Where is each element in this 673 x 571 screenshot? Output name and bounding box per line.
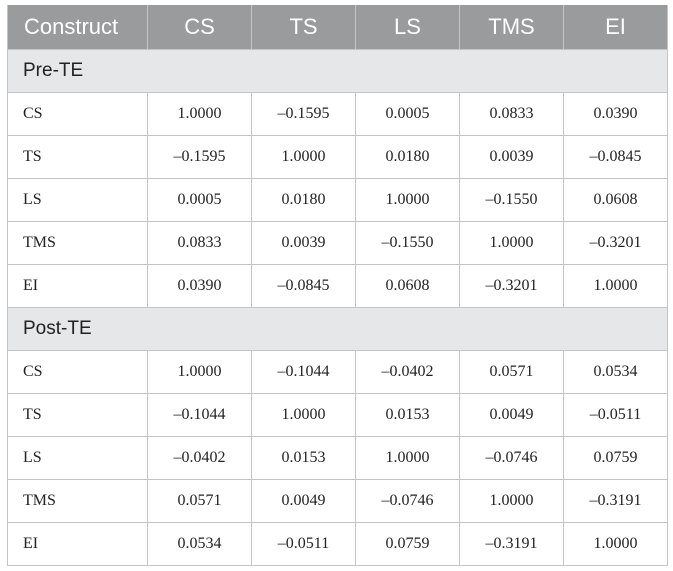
- cell-tms: 0.0571: [460, 351, 564, 394]
- table-row: [8, 265, 668, 308]
- cell-tms: 0.0039: [460, 136, 564, 179]
- header-ts: TS: [252, 5, 356, 50]
- table-row: [8, 351, 668, 394]
- cell-ts: 1.0000: [252, 394, 356, 437]
- table-row: [8, 523, 668, 566]
- section-title: Pre-TE: [8, 50, 668, 93]
- table-row: [8, 394, 668, 437]
- cell-tms: 0.0049: [460, 394, 564, 437]
- cell-ei: 1.0000: [564, 523, 668, 566]
- cell-tms: 1.0000: [460, 222, 564, 265]
- cell-cs: 0.0390: [148, 265, 252, 308]
- cell-tms: –0.3201: [460, 265, 564, 308]
- table-row: [8, 93, 668, 136]
- cell-ts: –0.1044: [252, 351, 356, 394]
- header-row: [8, 5, 668, 50]
- cell-ei: 0.0390: [564, 93, 668, 136]
- cell-ls: 1.0000: [356, 437, 460, 480]
- header-tms: TMS: [460, 5, 564, 50]
- cell-cs: –0.1044: [148, 394, 252, 437]
- cell-ts: 0.0180: [252, 179, 356, 222]
- cell-ei: 0.0759: [564, 437, 668, 480]
- row-label: LS: [8, 437, 148, 480]
- table-row: [8, 222, 668, 265]
- cell-ls: 0.0608: [356, 265, 460, 308]
- cell-cs: 0.0833: [148, 222, 252, 265]
- header-cs: CS: [148, 5, 252, 50]
- cell-ls: 0.0759: [356, 523, 460, 566]
- correlation-table: [7, 5, 668, 566]
- cell-cs: 0.0005: [148, 179, 252, 222]
- cell-ts: 0.0039: [252, 222, 356, 265]
- cell-ls: –0.0746: [356, 480, 460, 523]
- row-label: TS: [8, 136, 148, 179]
- cell-ts: 1.0000: [252, 136, 356, 179]
- cell-ts: –0.0845: [252, 265, 356, 308]
- cell-ei: –0.3201: [564, 222, 668, 265]
- cell-ts: 0.0153: [252, 437, 356, 480]
- table-row: [8, 136, 668, 179]
- cell-ei: –0.0845: [564, 136, 668, 179]
- row-label: TS: [8, 394, 148, 437]
- cell-cs: –0.0402: [148, 437, 252, 480]
- cell-ei: 0.0534: [564, 351, 668, 394]
- row-label: TMS: [8, 480, 148, 523]
- cell-tms: –0.1550: [460, 179, 564, 222]
- header-construct: Construct: [8, 5, 148, 50]
- header-ei: EI: [564, 5, 668, 50]
- table-body: [8, 50, 668, 566]
- cell-ts: –0.1595: [252, 93, 356, 136]
- cell-ei: –0.0511: [564, 394, 668, 437]
- row-label: CS: [8, 93, 148, 136]
- cell-tms: 0.0833: [460, 93, 564, 136]
- cell-ts: –0.0511: [252, 523, 356, 566]
- cell-cs: –0.1595: [148, 136, 252, 179]
- header-ls: LS: [356, 5, 460, 50]
- row-label: CS: [8, 351, 148, 394]
- table-row: [8, 179, 668, 222]
- cell-ts: 0.0049: [252, 480, 356, 523]
- cell-cs: 0.0571: [148, 480, 252, 523]
- cell-cs: 0.0534: [148, 523, 252, 566]
- cell-ls: –0.1550: [356, 222, 460, 265]
- cell-cs: 1.0000: [148, 351, 252, 394]
- section-title: Post-TE: [8, 308, 668, 351]
- section-row: [8, 308, 668, 351]
- cell-tms: –0.0746: [460, 437, 564, 480]
- cell-cs: 1.0000: [148, 93, 252, 136]
- cell-ei: –0.3191: [564, 480, 668, 523]
- cell-tms: –0.3191: [460, 523, 564, 566]
- cell-ei: 1.0000: [564, 265, 668, 308]
- cell-ls: 1.0000: [356, 179, 460, 222]
- cell-ls: 0.0005: [356, 93, 460, 136]
- table-row: [8, 480, 668, 523]
- cell-ei: 0.0608: [564, 179, 668, 222]
- row-label: EI: [8, 523, 148, 566]
- cell-tms: 1.0000: [460, 480, 564, 523]
- row-label: EI: [8, 265, 148, 308]
- cell-ls: –0.0402: [356, 351, 460, 394]
- row-label: TMS: [8, 222, 148, 265]
- cell-ls: 0.0180: [356, 136, 460, 179]
- table-row: [8, 437, 668, 480]
- cell-ls: 0.0153: [356, 394, 460, 437]
- row-label: LS: [8, 179, 148, 222]
- section-row: [8, 50, 668, 93]
